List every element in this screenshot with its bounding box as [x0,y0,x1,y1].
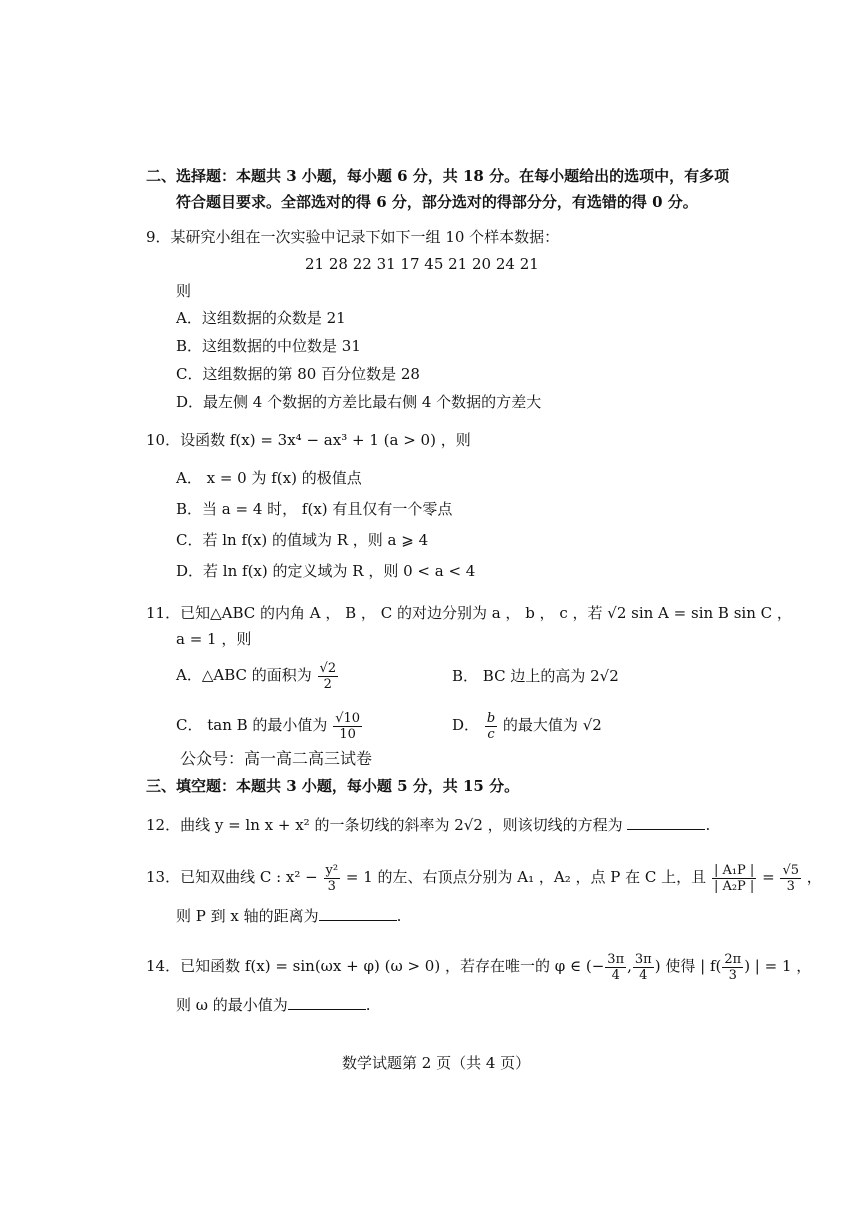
q13-text-post: ， [806,868,822,886]
q13-text-pre: 13．已知双曲线 C : x² − [146,868,318,886]
q13-line2 [176,906,401,926]
q12-stem [146,815,710,835]
q11-option-a-text: A．△ABC 的面积为 [176,666,312,684]
q10-option-a: A． x = 0 为 f(x) 的极值点 [176,469,362,487]
fraction-denominator: c [487,726,495,742]
section2-header-line2: 符合题目要求。全部选对的得 6 分，部分选对的得部分分，有选错的得 0 分。 [176,193,698,211]
q14-stem [146,944,811,988]
q14-answer-blank [288,995,366,1010]
q13-stem [146,855,822,899]
q11-option-d-fraction [485,711,497,742]
q14-text-post: ) | = 1 ， [744,957,812,975]
section3-header: 三、填空题：本题共 3 小题，每小题 5 分，共 15 分。 [146,777,520,795]
q10-option-b: B．当 a = 4 时， f(x) 有且仅有一个零点 [176,500,453,518]
fraction-denominator: | A₂P | [713,878,755,894]
fraction-numerator: b [486,710,496,726]
page-footer: 数学试题第 2 页（共 4 页） [342,1054,531,1072]
q13-text-mid: = 1 的左、右顶点分别为 A₁ ，A₂ ，点 P 在 C 上，且 [345,868,707,886]
q11-option-a-fraction [318,661,339,692]
q13-fraction-sqrt5-over-3 [780,863,801,894]
q11-option-d [452,705,602,745]
q11-option-d-label: D． [452,716,480,734]
q10-stem: 10．设函数 f(x) = 3x⁴ − ax³ + 1 (a > 0) ，则 [146,431,471,449]
q11-option-c-text: C． tan B 的最小值为 [176,716,328,734]
q9-data-row: 21 28 22 31 17 45 21 20 24 21 [305,255,539,273]
fraction-numerator: 3π [634,951,652,967]
fraction-numerator: y² [325,862,339,878]
fraction-numerator: 2π [724,951,742,967]
q11-stem: 11．已知△ABC 的内角 A ， B ， C 的对边分别为 a ， b ， c ，若 √2 sin A = sin B sin C ， [146,604,792,622]
q9-option-c: C．这组数据的第 80 百分位数是 28 [176,365,420,383]
q9-stem: 9．某研究小组在一次实验中记录下如下一组 10 个样本数据： [146,228,560,246]
q14-text-pre: 14．已知函数 f(x) = sin(ωx + φ) (ω > 0) ，若存在唯一的 φ ∈ (− [146,957,605,975]
fraction-numerator: √5 [782,862,800,878]
q11-option-b: B． BC 边上的高为 2√2 [452,667,619,685]
fraction-numerator: √2 [319,660,337,676]
q13-equals: = [762,868,775,886]
fraction-denominator: 4 [611,967,620,983]
q14-text-mid: ) 使得 | f( [654,957,722,975]
q9-option-d: D．最左侧 4 个数据的方差比最右侧 4 个数据的方差大 [176,393,542,411]
q11-option-c [176,705,363,745]
q11-option-d-text: 的最大值为 √2 [502,716,602,734]
fraction-denominator: 2 [323,676,332,692]
fraction-denominator: 3 [327,878,336,894]
q14-line2-text: 则 ω 的最小值为 [176,996,288,1014]
q11-stem-line2: a = 1 ，则 [176,630,252,648]
q14-comma: , [627,957,632,975]
q10-option-d: D．若 ln f(x) 的定义域为 R ，则 0 < a < 4 [176,562,476,580]
q13-answer-blank [319,906,397,921]
q14-period: . [365,996,371,1014]
fraction-denominator: 3 [786,878,795,894]
q11-option-a [176,655,339,695]
fraction-numerator: 3π [607,951,625,967]
fraction-numerator: | A₁P | [713,862,755,878]
q11-option-c-fraction [333,711,362,742]
fraction-denominator: 3 [728,967,737,983]
q13-period: . [396,907,402,925]
q12-text: 12．曲线 y = ln x + x² 的一条切线的斜率为 2√2 ，则该切线的方程为 [146,816,623,834]
fraction-numerator: √10 [335,710,361,726]
watermark-text: 公众号：高一高二高三试卷 [180,749,373,768]
q9-then: 则 [176,282,192,300]
section2-header-line1: 二、选择题：本题共 3 小题，每小题 6 分，共 18 分。在每小题给出的选项中，有多项 [146,167,730,185]
fraction-denominator: 4 [639,967,648,983]
q13-fraction-y2-over-3 [324,863,341,894]
q10-option-c: C．若 ln f(x) 的值域为 R ，则 a ⩾ 4 [176,531,429,549]
q12-period: . [705,816,711,834]
q14-fraction-neg-3pi-over-4 [605,952,626,983]
q14-line2 [176,995,371,1015]
q13-fraction-ratio [712,863,756,894]
q12-answer-blank [627,815,705,830]
q13-line2-text: 则 P 到 x 轴的距离为 [176,907,319,925]
q14-fraction-3pi-over-4 [633,952,654,983]
fraction-denominator: 10 [339,726,356,742]
q9-option-b: B．这组数据的中位数是 31 [176,337,361,355]
q14-fraction-2pi-over-3 [722,952,743,983]
q9-option-a: A．这组数据的众数是 21 [176,309,346,327]
